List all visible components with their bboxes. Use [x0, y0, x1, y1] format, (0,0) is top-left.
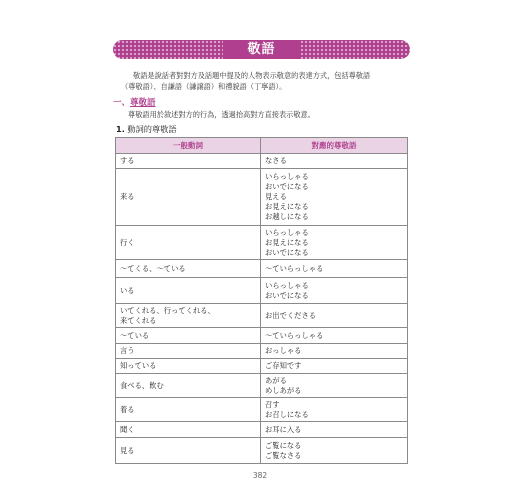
table-body	[116, 154, 408, 464]
honorific-verb-cell-line: いらっしゃる	[265, 227, 309, 237]
intro-line-1: 敬語是說話者對對方及話題中提及的人物表示敬意的表達方式，包括尊敬語	[133, 71, 371, 80]
honorific-verb-cell-line: あがる	[265, 375, 287, 385]
table-row	[116, 304, 408, 328]
honorific-verb-cell	[261, 359, 408, 374]
plain-verb-cell	[116, 169, 261, 226]
honorific-verb-cell	[261, 438, 408, 464]
honorific-verb-cell-line: 見える	[265, 192, 287, 201]
table-row	[116, 359, 408, 374]
honorific-verb-cell	[261, 344, 408, 359]
page-title	[113, 40, 410, 59]
table-row	[116, 169, 408, 226]
section-number: 一、	[113, 98, 131, 108]
honorific-verb-cell-line: お越しになる	[265, 212, 309, 221]
plain-verb-cell	[116, 438, 261, 464]
table-row	[116, 226, 408, 260]
honorific-verb-cell-line: お召しになる	[265, 409, 309, 419]
plain-verb-cell	[116, 328, 261, 344]
honorific-verb-cell-line: いらっしゃる	[265, 280, 309, 290]
plain-verb-cell-line: ～ている	[120, 330, 150, 340]
honorific-verb-cell-line: ご覧なさる	[265, 450, 302, 460]
plain-verb-cell	[116, 278, 261, 304]
plain-verb-cell-line: 着る	[120, 404, 135, 414]
plain-verb-cell-line: 来る	[120, 192, 135, 201]
honorific-verb-cell-line: ～ていらっしゃる	[265, 263, 324, 273]
plain-verb-cell	[116, 359, 261, 374]
section-heading	[113, 96, 156, 108]
honorific-verb-cell-line: お耳に入る	[265, 424, 302, 434]
table-header-row	[116, 138, 408, 154]
honorific-verb-cell	[261, 374, 408, 398]
plain-verb-cell-line: 行く	[120, 237, 135, 247]
honorific-verb-cell	[261, 260, 408, 278]
plain-verb-cell	[116, 260, 261, 278]
plain-verb-cell	[116, 304, 261, 328]
table-row	[116, 422, 408, 438]
header-honorific-verb: 對應的尊敬語	[261, 138, 408, 154]
table-row	[116, 374, 408, 398]
verb-honorific-table	[115, 137, 408, 464]
honorific-verb-cell	[261, 154, 408, 169]
page-number: 382	[252, 471, 268, 480]
plain-verb-cell-line: 聞く	[120, 424, 135, 434]
plain-verb-cell-line: 来てくれる	[120, 315, 157, 325]
plain-verb-cell	[116, 422, 261, 438]
honorific-verb-cell-line: おいでになる	[265, 247, 309, 257]
subsection-heading	[116, 124, 177, 135]
plain-verb-cell	[116, 374, 261, 398]
intro-line-2: （尊敬語）、自謙語（謙譲語）和禮貌語（丁寧語）。	[121, 82, 287, 91]
honorific-verb-cell-line: お見えになる	[265, 202, 309, 211]
honorific-verb-cell-line: お見えになる	[265, 237, 309, 247]
honorific-verb-cell-line: おっしゃる	[265, 346, 302, 355]
intro-paragraph	[121, 70, 411, 92]
honorific-verb-cell	[261, 422, 408, 438]
honorific-verb-cell	[261, 278, 408, 304]
plain-verb-cell-line: ～てくる、～ている	[120, 263, 186, 273]
plain-verb-cell-line: 言う	[120, 346, 135, 355]
plain-verb-cell-line: いる	[120, 285, 135, 295]
plain-verb-cell	[116, 154, 261, 169]
table-row	[116, 438, 408, 464]
subsection-number: 1.	[116, 124, 125, 134]
subsection-title: 動詞的尊敬語	[127, 124, 177, 134]
honorific-verb-cell-line: ご存知です	[265, 361, 302, 370]
section-description: 尊敬語用於敘述對方的行為，透過抬高對方直接表示敬意。	[128, 110, 315, 119]
honorific-verb-cell	[261, 398, 408, 422]
honorific-verb-cell	[261, 304, 408, 328]
honorific-verb-cell	[261, 226, 408, 260]
table-row	[116, 260, 408, 278]
plain-verb-cell-line: する	[120, 156, 135, 165]
honorific-verb-cell-line: お出でくださる	[265, 310, 317, 320]
table-row	[116, 344, 408, 359]
honorific-verb-cell-line: おいでになる	[265, 290, 309, 300]
honorific-verb-cell-line: めしあがる	[265, 385, 302, 395]
page-title-text: 敬語	[233, 42, 289, 57]
table-row	[116, 398, 408, 422]
table-row	[116, 328, 408, 344]
plain-verb-cell-line: 食べる、飲む	[120, 380, 164, 390]
honorific-verb-cell	[261, 328, 408, 344]
honorific-verb-cell-line: ～ていらっしゃる	[265, 330, 324, 340]
plain-verb-cell-line: 見る	[120, 445, 135, 455]
honorific-verb-cell-line: ご覧になる	[265, 440, 302, 450]
plain-verb-cell	[116, 226, 261, 260]
plain-verb-cell-line: 知っている	[120, 361, 157, 370]
honorific-verb-cell-line: 召す	[265, 399, 280, 409]
title-banner	[113, 40, 410, 59]
honorific-verb-cell-line: おいでになる	[265, 182, 309, 191]
table-row	[116, 154, 408, 169]
table-row	[116, 278, 408, 304]
section-title: 尊敬語	[130, 98, 156, 108]
honorific-verb-cell	[261, 169, 408, 226]
plain-verb-cell-line: いてくれる、行ってくれる、	[120, 305, 215, 315]
plain-verb-cell	[116, 344, 261, 359]
header-plain-verb: 一般動詞	[116, 138, 261, 154]
plain-verb-cell	[116, 398, 261, 422]
honorific-verb-cell-line: なさる	[265, 156, 287, 165]
honorific-verb-cell-line: いらっしゃる	[265, 172, 309, 181]
